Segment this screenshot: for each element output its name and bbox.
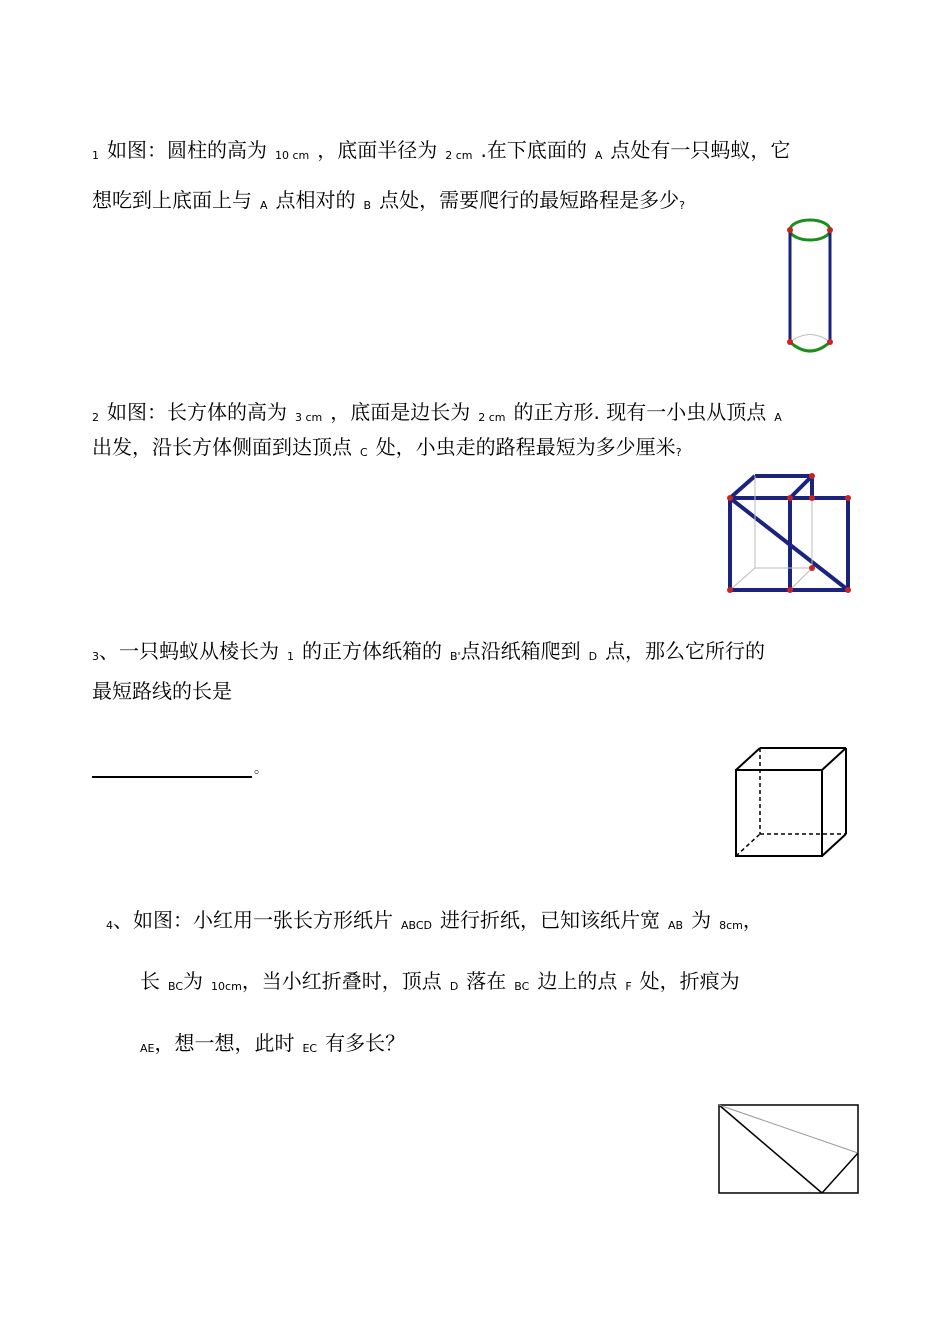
- cylinder-bottom-front-arc: [790, 342, 830, 351]
- q4-line-1: 4、如图：小红用一张长方形纸片 ABCD 进行折纸，已知该纸片宽 AB 为 8cm，: [106, 908, 763, 932]
- q3-line-1: 3、一只蚂蚁从棱长为 1 的正方体纸箱的 B'点沿纸箱爬到 D 点，那么它所行的: [92, 639, 766, 663]
- vertex: [827, 339, 833, 345]
- vertex: [727, 587, 733, 593]
- vertex: [787, 227, 793, 233]
- vertex: [787, 339, 793, 345]
- vertex: [845, 587, 851, 593]
- q3-line-2: 最短路线的长是: [92, 679, 232, 703]
- q2-number: 2: [92, 411, 99, 424]
- vertex: [809, 473, 815, 479]
- box-figure: [720, 468, 860, 598]
- q1-number: 1: [92, 149, 99, 162]
- fold-line-fe: [822, 1153, 858, 1193]
- cube-figure: [730, 744, 855, 862]
- crease-ae: [719, 1105, 858, 1153]
- q4-number: 4: [106, 919, 113, 932]
- vertex: [827, 227, 833, 233]
- q2-line-1: 2 如图：长方体的高为 3 cm ，底面是边长为 2 cm 的正方形. 现有一小虫从顶点 A: [92, 400, 782, 424]
- q4-line-2: 长BC为 10cm，当小红折叠时，顶点 D 落在 BC 边上的点 F 处，折痕为: [140, 969, 740, 993]
- q1-line-2: 想吃到上底面上与 A 点相对的 B 点处，需要爬行的最短路程是多少?: [92, 188, 685, 212]
- answer-blank[interactable]: [92, 776, 252, 778]
- cylinder-bottom-back-arc: [790, 335, 830, 343]
- vertex: [809, 565, 815, 571]
- cylinder-top-ellipse: [790, 220, 830, 240]
- cylinder-figure: [780, 210, 840, 360]
- rectangle-fold-figure: [716, 1102, 862, 1198]
- q1-line-1: 1 如图：圆柱的高为 10 cm ，底面半径为 2 cm .在下底面的 A 点处有一只蚂蚁，它: [92, 138, 791, 162]
- q3-number: 3: [92, 650, 99, 663]
- vertex: [845, 495, 851, 501]
- vertex: [787, 495, 793, 501]
- vertex: [809, 495, 815, 501]
- blank-period: 。: [254, 761, 268, 777]
- vertex: [727, 495, 733, 501]
- q4-line-3: AE，想一想，此时 EC 有多长？: [140, 1031, 406, 1055]
- q2-line-2: 出发，沿长方体侧面到达顶点 C 处，小虫走的路程最短为多少厘米?: [92, 435, 682, 459]
- vertex: [787, 587, 793, 593]
- fold-line-af: [719, 1105, 822, 1193]
